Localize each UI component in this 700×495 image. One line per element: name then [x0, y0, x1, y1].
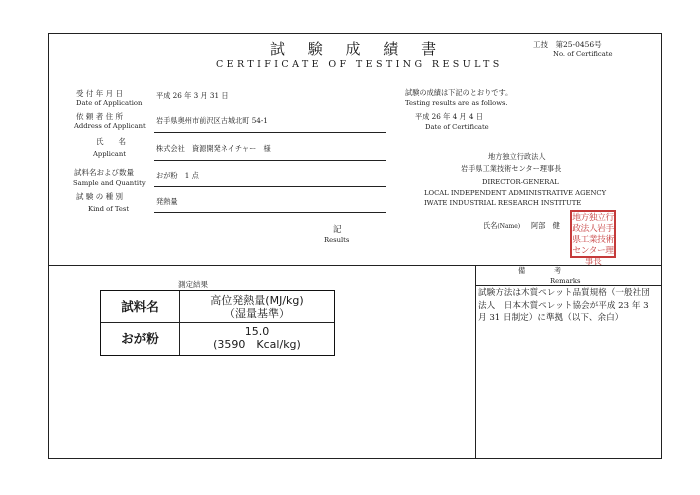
- date-of-application-label-en: Date of Application: [76, 99, 143, 107]
- remarks-divider: [475, 265, 476, 459]
- kind-of-test-label: 試 験 の 種 別: [76, 192, 124, 201]
- certification-statement: 試験の成績は下記のとおりです。: [405, 88, 513, 97]
- document-title: 試 験 成 績 書: [270, 40, 446, 58]
- sample-value: おが粉 1 点: [156, 171, 199, 180]
- director-title-en: DIRECTOR-GENERAL: [482, 178, 559, 186]
- remarks-header-rule: [475, 285, 662, 286]
- organization-type: 地方独立行政法人: [488, 152, 546, 161]
- results-table-row-divider: [101, 322, 334, 323]
- kind-underline: [154, 212, 386, 213]
- row-heat-value: [180, 325, 334, 351]
- institute-name-en: IWATE INDUSTRIAL RESEARCH INSTITUTE: [424, 199, 582, 207]
- sample-underline: [154, 186, 386, 187]
- document-subtitle: CERTIFICATE OF TESTING RESULTS: [216, 59, 503, 70]
- signer-label: 氏名(Name): [483, 221, 521, 230]
- column-header-heat-value: [180, 294, 334, 320]
- name-underline: [154, 160, 386, 161]
- row-heat-value-mj: 15.0: [244, 325, 270, 338]
- kind-of-test-value: 発熱量: [156, 197, 178, 206]
- official-seal: 地方独立行政法人岩手県工業技術センター理事長: [570, 210, 616, 258]
- applicant-name-label: 氏 名: [96, 137, 126, 146]
- results-table: [100, 290, 335, 356]
- director-title-jp: 岩手県工業技術センター理事長: [461, 164, 562, 173]
- column-header-sample: 試料名: [121, 299, 159, 314]
- kind-of-test-label-en: Kind of Test: [88, 205, 130, 213]
- ki-mark: 記: [333, 225, 342, 235]
- remarks-label-en: Remarks: [550, 277, 581, 285]
- applicant-address-label-en: Address of Applicant: [74, 122, 146, 130]
- certificate-number: 工技 第25-0456号: [533, 40, 602, 49]
- sample-label: 試料名および数量: [74, 168, 134, 177]
- date-of-application-label: 受 付 年 月 日: [76, 89, 124, 98]
- agency-name-en: LOCAL INDEPENDENT ADMINISTRATIVE AGENCY: [424, 189, 607, 197]
- results-label-en: Results: [324, 236, 350, 244]
- column-header-heat-value-line1: 高位発熱量(MJ/kg): [210, 294, 304, 307]
- remarks-label-jp: 備 考: [518, 266, 562, 275]
- address-underline: [154, 132, 386, 133]
- row-sample-name: おが粉: [121, 331, 159, 346]
- applicant-address-value: 岩手県奥州市前沢区古城北町 54-1: [156, 116, 268, 125]
- date-of-certificate-label-en: Date of Certificate: [425, 123, 489, 131]
- row-heat-value-kcal: (3590 Kcal/kg): [213, 338, 301, 351]
- sample-label-en: Sample and Quantity: [73, 179, 146, 187]
- certification-statement-en: Testing results are as follows.: [405, 99, 508, 107]
- applicant-name-value: 株式会社 資源開発ネイチャー 様: [156, 144, 271, 153]
- certificate-number-label: No. of Certificate: [553, 50, 613, 58]
- section-divider: [48, 265, 662, 266]
- remarks-text: 試験方法は木質ペレット品質規格（一般社団法人 日本木質ペレット協会が平成 23 年 3 月 31 日制定）に準拠（以下、余白）: [478, 288, 650, 324]
- column-header-heat-value-line2: （湿量基準）: [224, 307, 290, 320]
- date-of-certificate-value: 平成 26 年 4 月 4 日: [415, 112, 483, 121]
- signer-name: 阿部 健: [531, 221, 560, 230]
- applicant-name-label-en: Applicant: [93, 150, 126, 158]
- applicant-address-label: 依 頼 者 住 所: [76, 112, 124, 121]
- results-caption: 測定結果: [178, 280, 208, 289]
- date-of-application-value: 平成 26 年 3 月 31 日: [156, 91, 229, 100]
